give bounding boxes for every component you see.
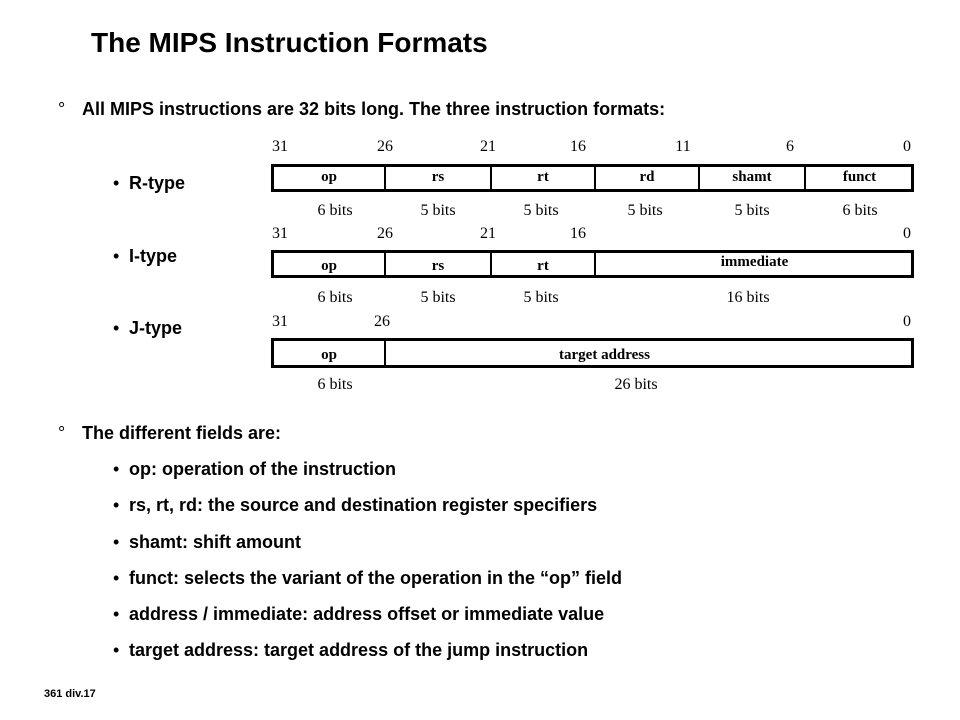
bit-position: 31 xyxy=(272,313,288,330)
bit-position: 31 xyxy=(272,225,288,242)
field-funct: funct xyxy=(804,167,913,189)
bit-position: 6 xyxy=(786,138,794,155)
bullet: • xyxy=(113,495,120,515)
field-width: 5 bits xyxy=(523,202,559,219)
field-description: • address / immediate: address offset or immediate value xyxy=(113,604,605,624)
field-rs: rs xyxy=(384,167,490,189)
bit-position: 16 xyxy=(570,138,586,155)
field-width: 6 bits xyxy=(842,202,878,219)
i-type-label: • I-type xyxy=(113,246,178,266)
j-type-label: • J-type xyxy=(113,318,183,338)
field-description: • funct: selects the variant of the operation in the “op” field xyxy=(113,568,623,588)
field-width: 5 bits xyxy=(523,289,559,306)
bit-position: 31 xyxy=(272,138,288,155)
bit-position: 11 xyxy=(675,138,691,155)
field-width: 16 bits xyxy=(726,289,770,306)
bit-position: 26 xyxy=(377,225,393,242)
field-shamt: shamt xyxy=(698,167,804,189)
bit-position: 0 xyxy=(903,225,911,242)
field-op: op xyxy=(321,169,337,185)
field-width: 6 bits xyxy=(317,376,353,393)
field-width: 5 bits xyxy=(420,289,456,306)
field-description: • shamt: shift amount xyxy=(113,532,302,552)
slide-footer: 361 div.17 xyxy=(44,688,96,700)
intro-line xyxy=(58,97,665,121)
field-width: 5 bits xyxy=(420,202,456,219)
bit-position: 21 xyxy=(480,138,496,155)
bit-position: 26 xyxy=(377,138,393,155)
bullet: • xyxy=(113,318,120,338)
bit-position: 0 xyxy=(903,138,911,155)
field-rs: rs xyxy=(384,253,490,275)
bit-position: 0 xyxy=(903,313,911,330)
field-description: • rs, rt, rd: the source and destination register specifiers xyxy=(113,495,598,515)
field-description: • target address: target address of the jump instruction xyxy=(113,640,589,660)
field-width: 6 bits xyxy=(317,202,353,219)
bullet: • xyxy=(113,532,120,552)
bullet: • xyxy=(113,640,120,660)
field-rt: rt xyxy=(490,253,594,275)
field-immediate: immediate xyxy=(594,253,913,275)
field-width: 26 bits xyxy=(614,376,658,393)
i-type-field-box xyxy=(271,250,914,278)
bit-position: 21 xyxy=(480,225,496,242)
field-target-address: target address xyxy=(384,341,913,365)
field-op: op xyxy=(321,258,337,274)
r-type-label: • R-type xyxy=(113,173,186,193)
field-width: 5 bits xyxy=(627,202,663,219)
degree-bullet: ° xyxy=(58,423,66,443)
bit-position: 16 xyxy=(570,225,586,242)
fields-section-header: ° The different fields are: xyxy=(58,423,282,443)
j-type-field-box xyxy=(271,338,914,368)
page-title: The MIPS Instruction Formats xyxy=(91,27,488,58)
intro-text: All MIPS instructions are 32 bits long. The three instruction formats: xyxy=(82,99,666,119)
field-width: 5 bits xyxy=(734,202,770,219)
bullet: • xyxy=(113,568,120,588)
degree-bullet: ° xyxy=(58,99,66,119)
field-width: 6 bits xyxy=(317,289,353,306)
bullet: • xyxy=(113,604,120,624)
bullet: • xyxy=(113,459,120,479)
field-op: op xyxy=(321,347,337,363)
field-rt: rt xyxy=(490,167,594,189)
bullet: • xyxy=(113,246,120,266)
bullet: • xyxy=(113,173,120,193)
bit-position: 26 xyxy=(374,313,390,330)
r-type-field-box xyxy=(271,164,914,192)
field-rd: rd xyxy=(594,167,698,189)
field-description: • op: operation of the instruction xyxy=(113,459,396,479)
